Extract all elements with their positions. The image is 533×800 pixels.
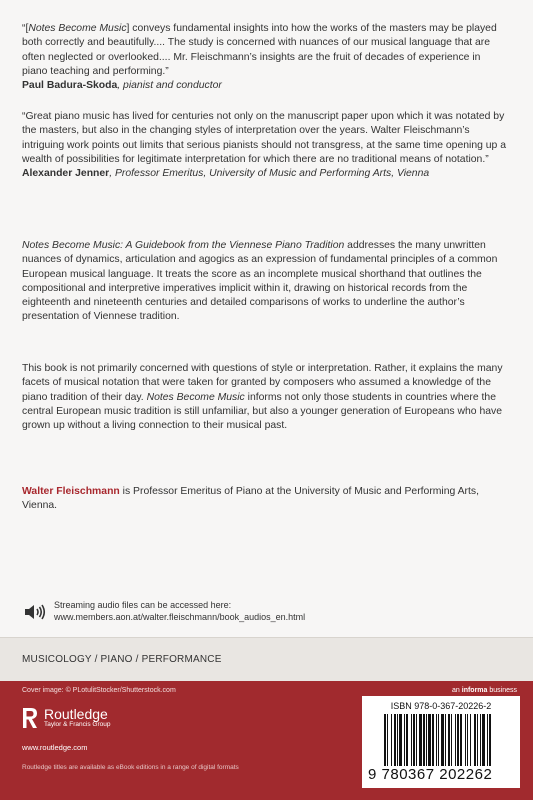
publisher-group: Taylor & Francis Group	[44, 721, 111, 728]
barcode-bar	[448, 714, 450, 766]
barcode-bar	[465, 714, 466, 766]
quote-text: “Great piano music has lived for centuries not only on the manuscript paper upon which it was notated by the masters, but also in the changing styles of interpretation over the years. Walter Fleischmann’s intriguing work points out limits that serious pianists should not transgress, at the same time opening up a wealth of possibilities for legitimate interpretation for which there are no traditional means of notation.”	[22, 111, 506, 165]
book-title-italic: Notes Become Music: A Guidebook from the Viennese Piano Tradition	[22, 240, 345, 251]
description-text: informs not only those students in countries where the central European music tradition is still unfamiliar, but also a younger generation of Europeans who have grown up without a living connection to their musical past.	[22, 391, 502, 432]
barcode-bar	[487, 714, 488, 766]
routledge-logo	[22, 707, 110, 729]
barcode-bar	[432, 714, 434, 766]
barcode-digits: 9 780367 202262	[368, 766, 493, 783]
barcode-bar	[460, 714, 462, 766]
barcode-bar	[477, 714, 478, 766]
barcode-bar	[411, 714, 412, 766]
quote-author: Paul Badura-Skoda	[22, 80, 118, 92]
barcode-bar	[457, 714, 459, 766]
barcode-bars	[384, 714, 510, 766]
barcode-bar	[399, 714, 402, 766]
barcode-bar	[474, 714, 476, 766]
barcode-bar	[482, 714, 485, 766]
cover-image-credit: Cover image: © PLotulitStocker/Shutterstock.com	[22, 687, 176, 694]
quote-author-role: , pianist and conductor	[117, 80, 222, 92]
barcode-bar	[413, 714, 415, 766]
barcode-bar	[406, 714, 408, 766]
barcode-bar	[384, 714, 386, 766]
barcode-bar	[455, 714, 456, 766]
quote-text: ] conveys fundamental insights into how the works of the masters may be played both correctly and beautifully.... The study is concerned with nuances of our musical language that are often neglected or overlooked.... Mr. Fleischmann’s insights are the fruit of decades of experience in piano teaching and performing.”	[22, 23, 497, 77]
author-name: Walter Fleischmann	[22, 486, 120, 497]
publisher-name: Routledge	[44, 706, 108, 722]
description-paragraph-1	[22, 239, 508, 325]
barcode-bar	[419, 714, 422, 766]
author-bio-text: is Professor Emeritus of Piano at the University of Music and Performing Arts, Vienna.	[22, 486, 479, 512]
barcode-bar	[467, 714, 468, 766]
subject-category: MUSICOLOGY / PIANO / PERFORMANCE	[22, 654, 222, 665]
barcode-bar	[391, 714, 392, 766]
description-text: addresses the many unwritten nuances of dynamics, articulation and agogics as an expression of fundamental principles of a common European musical language. It treats the score as an incomplete musical shorthand that outlines the compositional and interpretive imperatives implicit within it, drawing on historical records from the eighteenth and nineteenth centuries and detailed comparisons of works to underline the author’s presentation of Viennese tradition.	[22, 240, 498, 323]
audio-note-line: Streaming audio files can be accessed here:	[54, 600, 232, 610]
barcode-bar	[436, 714, 437, 766]
barcode-bar	[441, 714, 444, 766]
barcode-bar	[423, 714, 425, 766]
book-title-italic: Notes Become Music	[28, 23, 127, 34]
barcode-panel	[362, 696, 520, 788]
barcode-bar	[438, 714, 439, 766]
audio-access-note	[22, 600, 305, 624]
quote-badura-skoda	[22, 22, 508, 93]
publisher-url: www.routledge.com	[22, 743, 88, 752]
barcode-bar	[428, 714, 431, 766]
barcode-bar	[404, 714, 405, 766]
quote-jenner	[22, 110, 508, 181]
barcode-bar	[416, 714, 417, 766]
author-bio	[22, 485, 508, 514]
barcode-bar	[480, 714, 481, 766]
barcode-bar	[445, 714, 446, 766]
publisher-footer	[0, 681, 533, 800]
informa-business-label: an informa business	[452, 687, 517, 694]
quote-author-role: , Professor Emeritus, University of Music and Performing Arts, Vienna	[109, 168, 430, 180]
isbn-text: ISBN 978-0-367-20226-2	[390, 701, 492, 711]
barcode-bar	[470, 714, 471, 766]
barcode-bar	[397, 714, 398, 766]
audio-url: www.members.aon.at/walter.fleischmann/book_audios_en.html	[54, 611, 306, 622]
barcode-bar	[387, 714, 388, 766]
informa-brand: informa	[461, 687, 488, 694]
subject-band	[0, 637, 533, 682]
barcode-bar	[489, 714, 491, 766]
barcode-bar	[451, 714, 452, 766]
quote-author: Alexander Jenner	[22, 168, 110, 180]
description-text: This book is not primarily concerned with questions of style or interpretation. Rather, it explains the many facets of musical notation that were taken for granted by composers who assumed a knowledge of the piano tradition of their day.	[22, 363, 503, 403]
barcode-bar	[394, 714, 396, 766]
ebook-availability-note: Routledge titles are available as eBook editions in a range of digital formats	[22, 764, 239, 771]
book-title-italic: Notes Become Music	[146, 391, 245, 403]
speaker-icon	[22, 600, 46, 624]
quote-open: “[	[22, 23, 29, 34]
description-paragraph-2	[22, 362, 508, 433]
routledge-r-icon	[22, 707, 38, 729]
barcode-bar	[426, 714, 427, 766]
